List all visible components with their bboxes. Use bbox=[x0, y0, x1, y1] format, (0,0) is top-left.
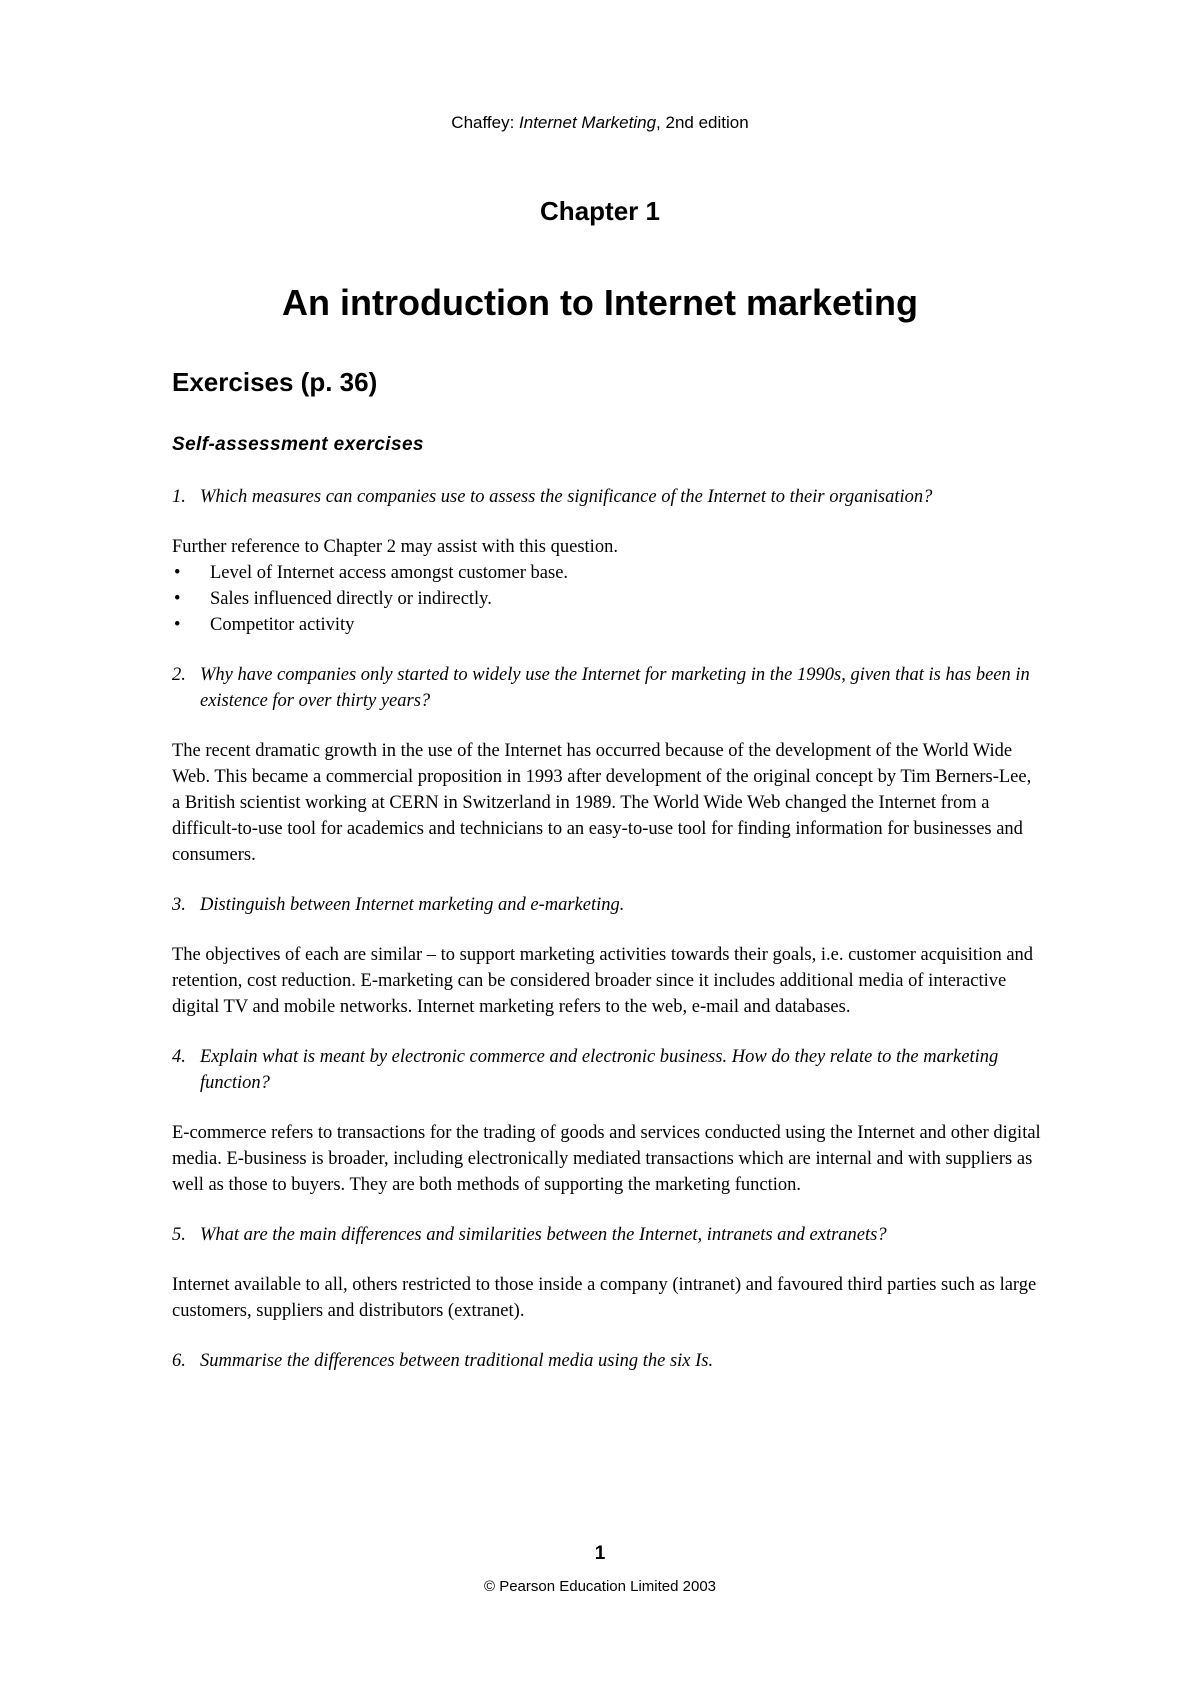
bullet-text: Competitor activity bbox=[210, 615, 355, 635]
running-head-book-title: Internet Marketing bbox=[519, 113, 657, 132]
question-number: 6. bbox=[172, 1351, 186, 1371]
question-3 bbox=[172, 892, 1042, 918]
running-header bbox=[0, 113, 1200, 133]
document-body bbox=[172, 484, 1042, 1374]
question-5 bbox=[172, 1222, 1042, 1248]
bullet-text: Sales influenced directly or indirectly. bbox=[210, 589, 492, 609]
question-number: 2. bbox=[172, 665, 186, 685]
answer-2: The recent dramatic growth in the use of the Internet has occurred because of the development of the World Wide Web. This became a commercial proposition in 1993 after development of the original concept by Tim Berners-Lee, a British scientist working at CERN in Switzerland in 1989. The World Wide Web changed the Internet from a difficult-to-use tool for academics and technicians to an easy-to-use tool for finding information for businesses and consumers. bbox=[172, 741, 1032, 865]
bullet-icon: • bbox=[174, 589, 181, 609]
question-1 bbox=[172, 484, 1042, 510]
running-head-prefix: Chaffey: bbox=[451, 113, 520, 132]
answer-4: E-commerce refers to transactions for the trading of goods and services conducted using the Internet and other digital media. E-business is broader, including electronically mediated transactions which are internal and with suppliers as well as those to buyers. They are both methods of supporting the marketing function. bbox=[172, 1123, 1041, 1195]
question-text: Distinguish between Internet marketing and e-marketing. bbox=[200, 895, 625, 915]
answer-1-intro: Further reference to Chapter 2 may assist with this question. bbox=[172, 537, 618, 557]
answer-3: The objectives of each are similar – to support marketing activities towards their goals, i.e. customer acquisition and retention, cost reduction. E-marketing can be considered broader since it includes additional media of interactive digital TV and mobile networks. Internet marketing refers to the web, e-mail and databases. bbox=[172, 945, 1034, 1017]
list-item bbox=[172, 612, 1042, 638]
question-text: Explain what is meant by electronic commerce and electronic business. How do they relate to the marketing function? bbox=[200, 1047, 999, 1093]
bullet-text: Level of Internet access amongst customer base. bbox=[210, 563, 569, 583]
answer-1-bullet-list bbox=[172, 560, 1042, 638]
question-text: Why have companies only started to widely use the Internet for marketing in the 1990s, given that is has been in existence for over thirty years? bbox=[200, 665, 1030, 711]
bullet-icon: • bbox=[174, 615, 181, 635]
question-2 bbox=[172, 662, 1042, 714]
question-text: Summarise the differences between traditional media using the six Is. bbox=[200, 1351, 714, 1371]
chapter-number: Chapter 1 bbox=[540, 196, 660, 226]
answer-5: Internet available to all, others restricted to those inside a company (intranet) and favoured third parties such as large customers, suppliers and distributors (extranet). bbox=[172, 1275, 1037, 1321]
running-head-suffix: , 2nd edition bbox=[656, 113, 749, 132]
question-4 bbox=[172, 1044, 1042, 1096]
question-text: What are the main differences and similarities between the Internet, intranets and extranets? bbox=[200, 1225, 887, 1245]
subsection-heading: Self-assessment exercises bbox=[172, 434, 424, 455]
bullet-icon: • bbox=[174, 563, 181, 583]
list-item bbox=[172, 586, 1042, 612]
list-item bbox=[172, 560, 1042, 586]
question-number: 5. bbox=[172, 1225, 186, 1245]
question-number: 4. bbox=[172, 1047, 186, 1067]
question-number: 3. bbox=[172, 895, 186, 915]
chapter-title: An introduction to Internet marketing bbox=[282, 282, 918, 323]
page-number: 1 bbox=[594, 1543, 606, 1564]
question-text: Which measures can companies use to assess the significance of the Internet to their organisation? bbox=[200, 487, 933, 507]
section-heading: Exercises (p. 36) bbox=[172, 367, 378, 397]
question-6 bbox=[172, 1348, 1042, 1374]
question-number: 1. bbox=[172, 487, 186, 507]
copyright-notice: © Pearson Education Limited 2003 bbox=[483, 1578, 717, 1595]
